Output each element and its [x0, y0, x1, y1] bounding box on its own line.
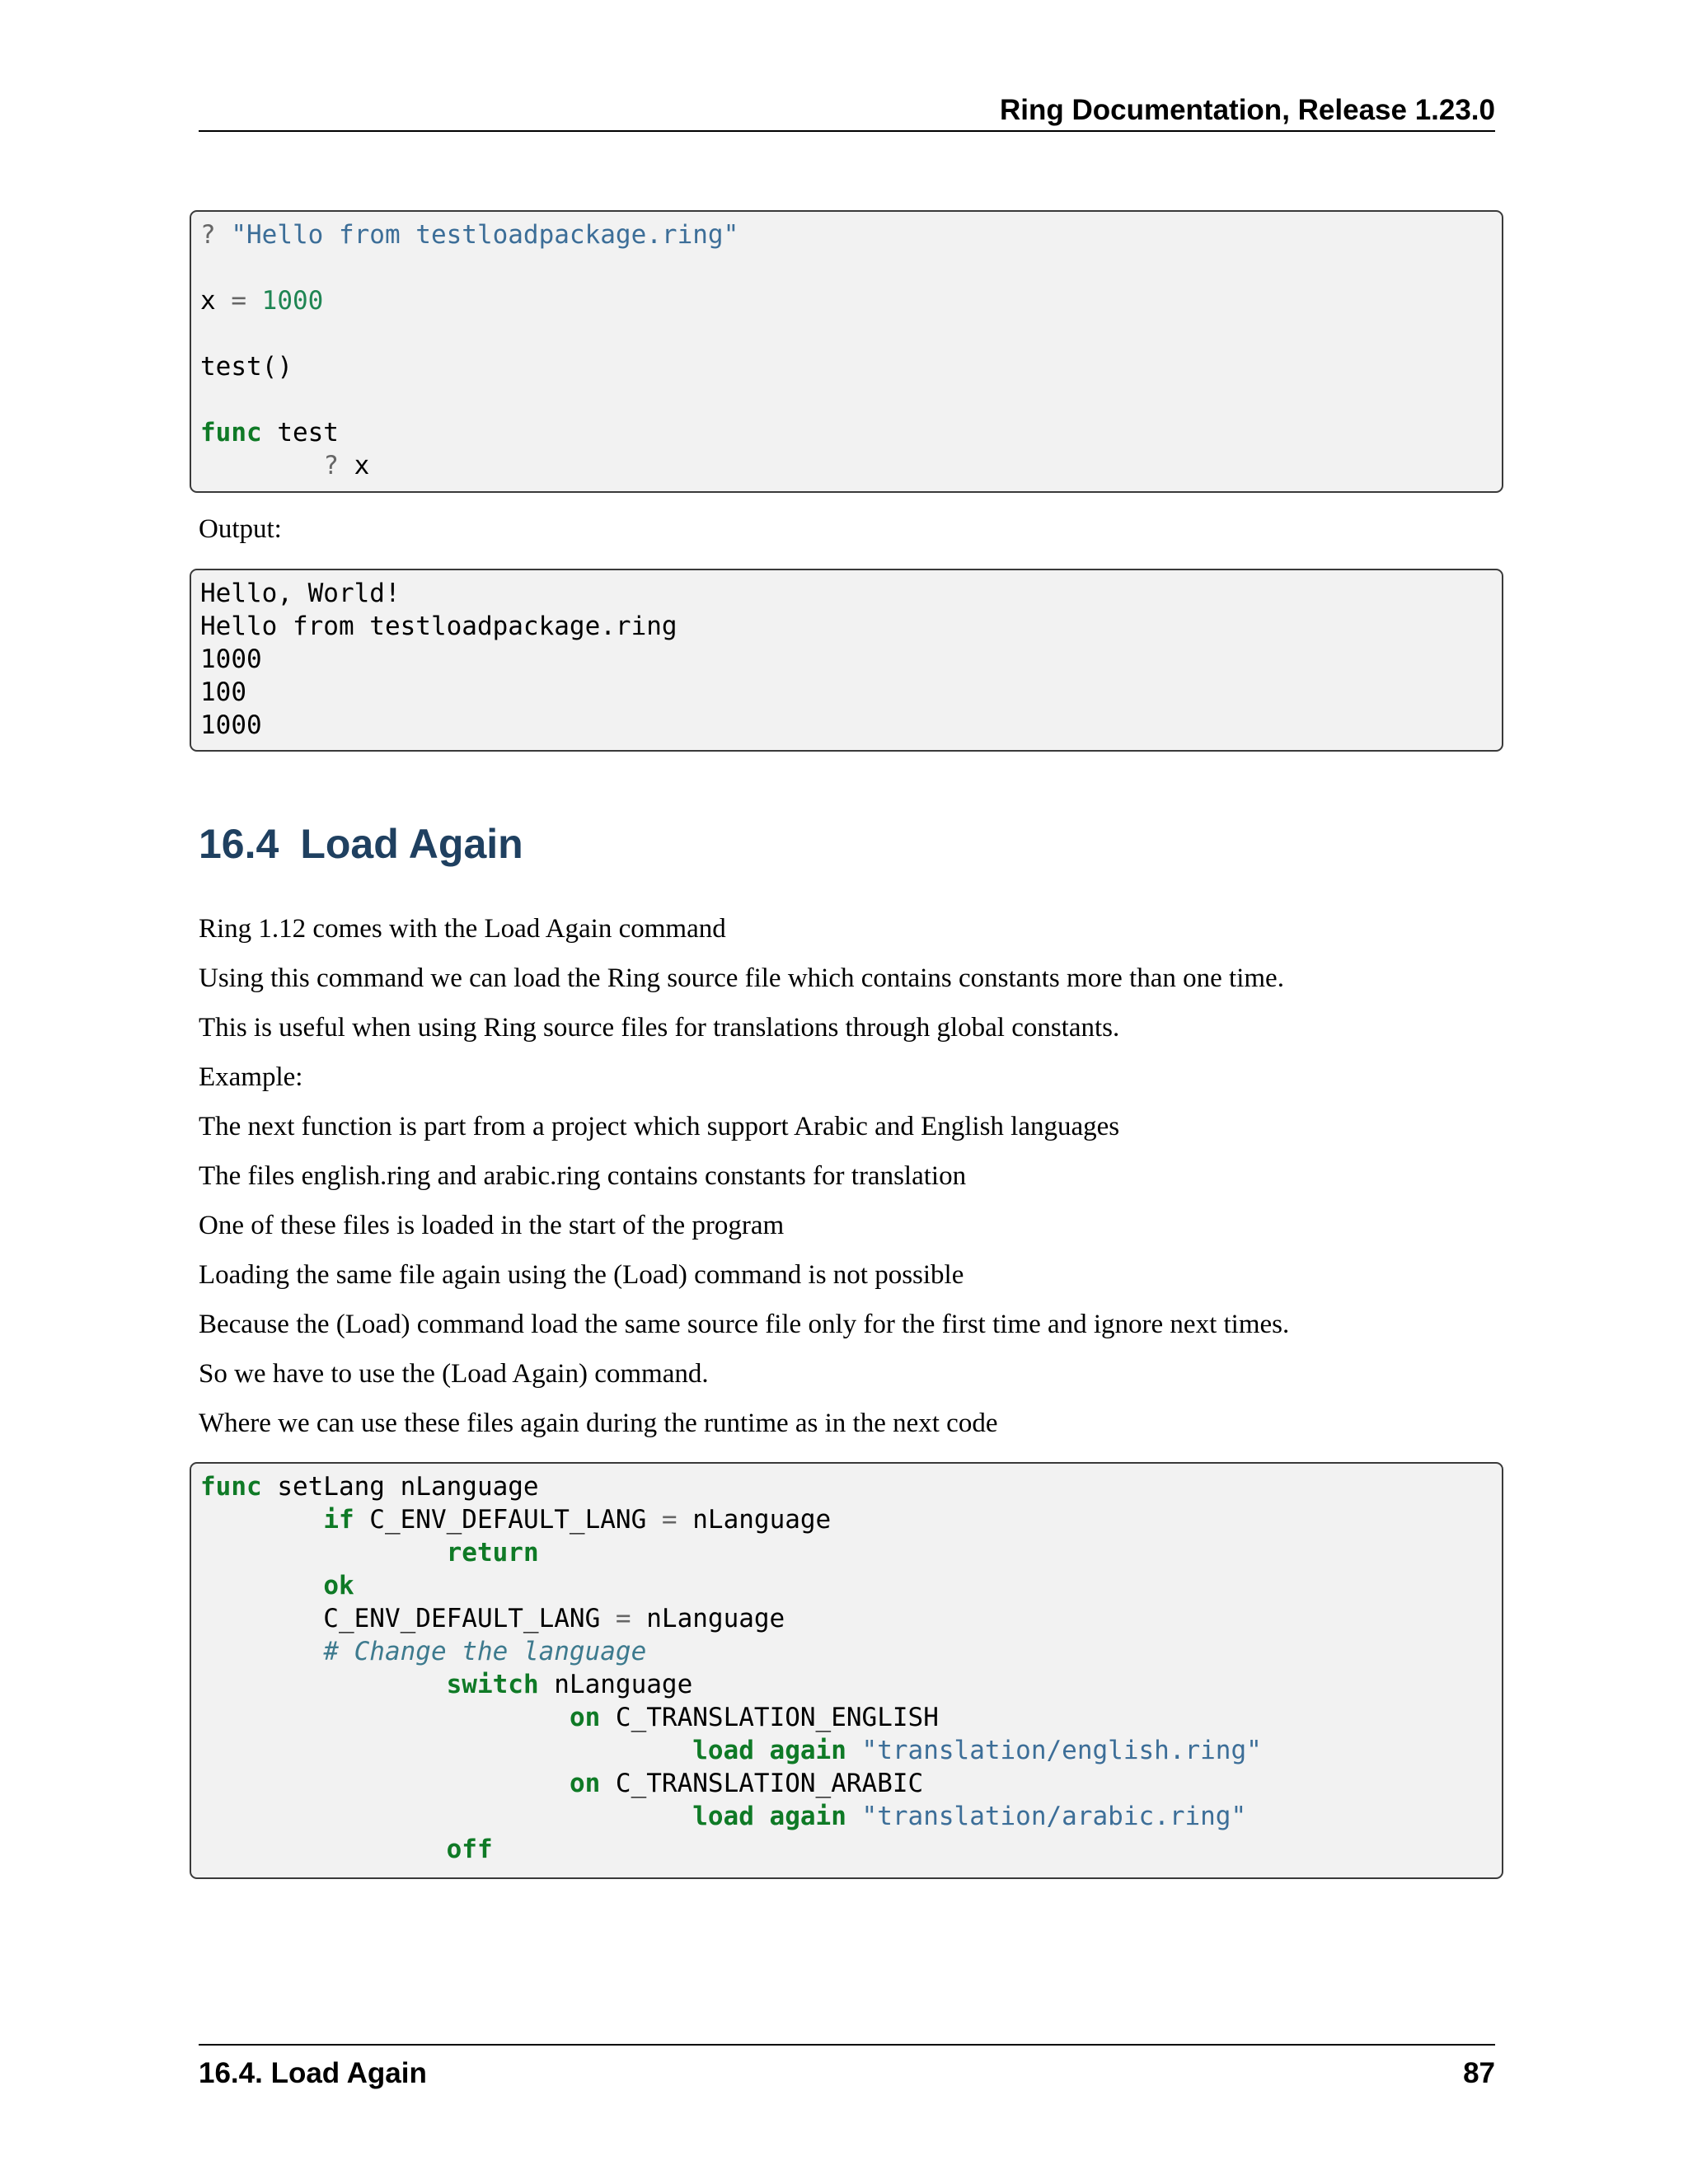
- code-token: =: [661, 1505, 693, 1535]
- code-token: C_TRANSLATION_ENGLISH: [600, 1703, 939, 1732]
- code-token: off: [446, 1835, 493, 1864]
- code-line: [200, 383, 1502, 416]
- code-line: [200, 1503, 1502, 1536]
- code-line: [200, 1767, 1502, 1800]
- code-line: [200, 284, 1502, 317]
- code-token: ok: [323, 1571, 354, 1601]
- code-token: 1000: [200, 644, 262, 674]
- code-line: [200, 577, 1502, 610]
- page-number: 87: [1463, 2057, 1495, 2089]
- code-line: [200, 610, 1502, 643]
- code-line: [200, 1602, 1502, 1635]
- code-token: C_ENV_DEFAULT_LANG: [200, 1604, 616, 1633]
- code-block-output: [190, 569, 1503, 752]
- code-line: [200, 1536, 1502, 1569]
- code-token: "translation/arabic.ring": [861, 1802, 1247, 1831]
- code-token: ?: [323, 451, 354, 480]
- paragraph: Example:: [199, 1062, 303, 1092]
- code-line: [200, 251, 1502, 284]
- code-token: "translation/english.ring": [861, 1736, 1262, 1765]
- code-block-ring-example: [190, 210, 1503, 493]
- section-title-text: Load Again: [300, 821, 523, 867]
- code-token: [200, 1670, 447, 1699]
- code-token: 1000: [261, 286, 324, 316]
- code-line: [200, 1668, 1502, 1701]
- code-token: "Hello from testloadpackage.ring": [231, 220, 739, 250]
- code-token: [200, 1736, 692, 1765]
- code-token: load again: [692, 1736, 846, 1765]
- code-line: [200, 317, 1502, 350]
- code-token: test: [261, 418, 339, 448]
- code-token: 100: [200, 677, 246, 707]
- code-token: [200, 1835, 447, 1864]
- code-line: [200, 416, 1502, 449]
- paragraph: The next function is part from a project which support Arabic and English languages: [199, 1112, 1120, 1141]
- code-token: [200, 1637, 323, 1666]
- code-line: [200, 709, 1502, 742]
- code-token: Hello from testloadpackage.ring: [200, 612, 678, 641]
- code-token: =: [231, 286, 262, 316]
- code-token: [846, 1802, 862, 1831]
- code-line: [200, 1569, 1502, 1602]
- code-token: Hello, World!: [200, 579, 401, 608]
- document-title: Ring Documentation, Release 1.23.0: [999, 94, 1495, 126]
- page-footer: [199, 2044, 1495, 2090]
- code-token: [200, 1703, 570, 1732]
- code-line: [200, 643, 1502, 676]
- code-line: [200, 1734, 1502, 1767]
- code-token: x: [354, 451, 370, 480]
- code-token: [846, 1736, 862, 1765]
- code-line: [200, 1800, 1502, 1833]
- paragraph: Loading the same file again using the (Load) command is not possible: [199, 1260, 964, 1290]
- code-line: [200, 1833, 1502, 1866]
- code-token: ?: [200, 220, 232, 250]
- paragraph: So we have to use the (Load Again) command.: [199, 1359, 709, 1389]
- code-token: nLanguage: [692, 1505, 832, 1535]
- paragraph: The files english.ring and arabic.ring contains constants for translation: [199, 1161, 967, 1191]
- paragraph: Using this command we can load the Ring source file which contains constants more than one time.: [199, 963, 1284, 993]
- code-token: load again: [692, 1802, 846, 1831]
- paragraph: This is useful when using Ring source files for translations through global constants.: [199, 1013, 1120, 1043]
- code-token: setLang nLanguage: [261, 1472, 539, 1502]
- page-header: [199, 91, 1495, 132]
- code-line: [200, 218, 1502, 251]
- code-token: nLanguage: [646, 1604, 785, 1633]
- code-block-setlang: [190, 1462, 1503, 1879]
- output-label: Output:: [199, 514, 282, 544]
- paragraph: Ring 1.12 comes with the Load Again command: [199, 914, 726, 944]
- code-token: on: [569, 1703, 601, 1732]
- code-line: [200, 1701, 1502, 1734]
- code-line: [200, 449, 1502, 482]
- code-token: =: [615, 1604, 647, 1633]
- code-token: [200, 451, 323, 480]
- code-token: [200, 1505, 323, 1535]
- section-heading: [199, 820, 523, 868]
- code-token: [200, 1571, 323, 1601]
- code-line: [200, 1635, 1502, 1668]
- section-number: 16.4: [199, 821, 279, 867]
- code-token: [200, 1769, 570, 1798]
- code-token: func: [200, 1472, 262, 1502]
- code-token: C_ENV_DEFAULT_LANG: [354, 1505, 662, 1535]
- code-token: 1000: [200, 710, 262, 740]
- code-token: [200, 1538, 447, 1568]
- code-token: # Change the language: [323, 1637, 647, 1666]
- footer-section-label: 16.4. Load Again: [199, 2057, 427, 2089]
- code-token: switch: [446, 1670, 539, 1699]
- code-token: func: [200, 418, 262, 448]
- code-token: C_TRANSLATION_ARABIC: [600, 1769, 924, 1798]
- code-line: [200, 1470, 1502, 1503]
- code-token: [200, 1802, 692, 1831]
- code-token: nLanguage: [538, 1670, 693, 1699]
- code-token: if: [323, 1505, 354, 1535]
- code-line: [200, 676, 1502, 709]
- code-line: [200, 350, 1502, 383]
- code-token: x: [200, 286, 232, 316]
- paragraph: One of these files is loaded in the start of the program: [199, 1211, 785, 1240]
- code-token: on: [569, 1769, 601, 1798]
- paragraph: Where we can use these files again during the runtime as in the next code: [199, 1408, 998, 1438]
- code-token: test(): [200, 352, 293, 382]
- paragraph: Because the (Load) command load the same source file only for the first time and ignore next times.: [199, 1310, 1290, 1339]
- code-token: return: [446, 1538, 539, 1568]
